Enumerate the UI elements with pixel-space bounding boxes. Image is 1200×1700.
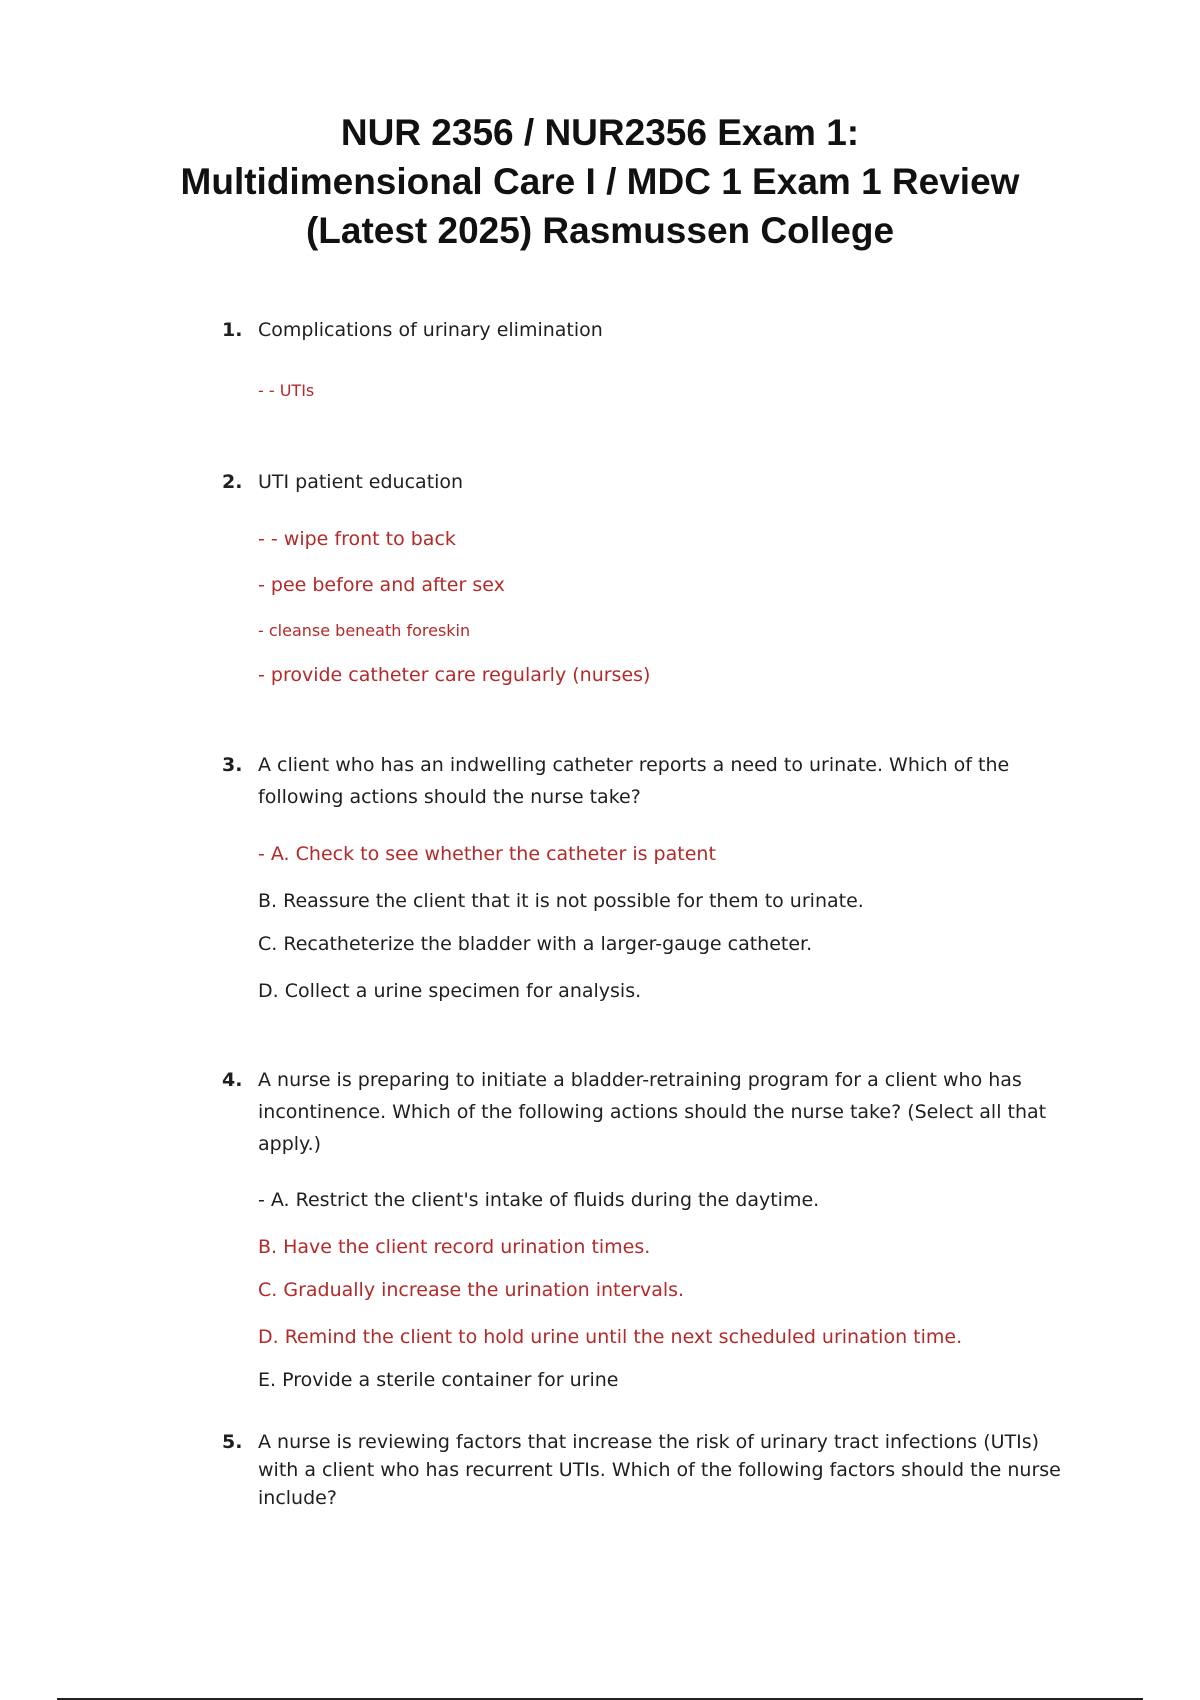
answer-option: D. Collect a urine specimen for analysis. <box>258 980 642 1002</box>
question-2 <box>222 466 1082 686</box>
title-line-1: NUR 2356 / NUR2356 Exam 1: <box>340 112 860 153</box>
question-text: A nurse is preparing to initiate a bladder-retraining program for a client who has incontinence. Which of the following actions should the nurse take? (Select all that apply.) <box>258 1069 1047 1155</box>
question-number: 2. <box>222 471 243 493</box>
answer-option: - A. Restrict the client's intake of fluids during the daytime. <box>258 1189 820 1211</box>
answer-option: E. Provide a sterile container for urine <box>258 1369 619 1391</box>
answer-option: - pee before and after sex <box>258 574 505 596</box>
answer-option: - - UTIs <box>258 381 315 400</box>
answer-option: - provide catheter care regularly (nurses) <box>258 664 651 686</box>
title-line-3: (Latest 2025) Rasmussen College <box>305 210 895 251</box>
question-header <box>222 1064 1082 1160</box>
question-number: 1. <box>222 319 243 341</box>
question-5 <box>222 1428 1082 1512</box>
question-3 <box>222 749 1082 1002</box>
answer-option: B. Have the client record urination times. <box>258 1236 651 1258</box>
title-line-2: Multidimensional Care I / MDC 1 Exam 1 Review <box>180 161 1020 202</box>
answer-option: - A. Check to see whether the catheter is patent <box>258 843 716 865</box>
answer-option: - cleanse beneath foreskin <box>258 621 471 640</box>
question-number: 5. <box>222 1431 243 1453</box>
answer-option: D. Remind the client to hold urine until the next scheduled urination time. <box>258 1326 963 1348</box>
answer-option: B. Reassure the client that it is not possible for them to urinate. <box>258 890 864 912</box>
answer-option: - - wipe front to back <box>258 528 456 550</box>
question-header <box>222 749 1082 813</box>
document-title <box>0 108 1200 255</box>
question-text: A client who has an indwelling catheter reports a need to urinate. Which of the following actions should the nurse take? <box>258 754 1010 808</box>
question-header <box>222 1428 1082 1512</box>
answer-option: C. Gradually increase the urination intervals. <box>258 1279 685 1301</box>
question-1 <box>222 314 1082 400</box>
question-header <box>222 466 1082 498</box>
question-text: A nurse is reviewing factors that increase the risk of urinary tract infections (UTIs) with a client who has recurrent UTIs. Which of the following factors should the nurse include? <box>258 1431 1061 1509</box>
question-number: 4. <box>222 1069 243 1091</box>
question-4 <box>222 1064 1082 1391</box>
question-number: 3. <box>222 754 243 776</box>
question-text: UTI patient education <box>258 471 464 493</box>
question-header <box>222 314 1082 346</box>
question-text: Complications of urinary elimination <box>258 319 603 341</box>
answer-option: C. Recatheterize the bladder with a larger-gauge catheter. <box>258 933 813 955</box>
